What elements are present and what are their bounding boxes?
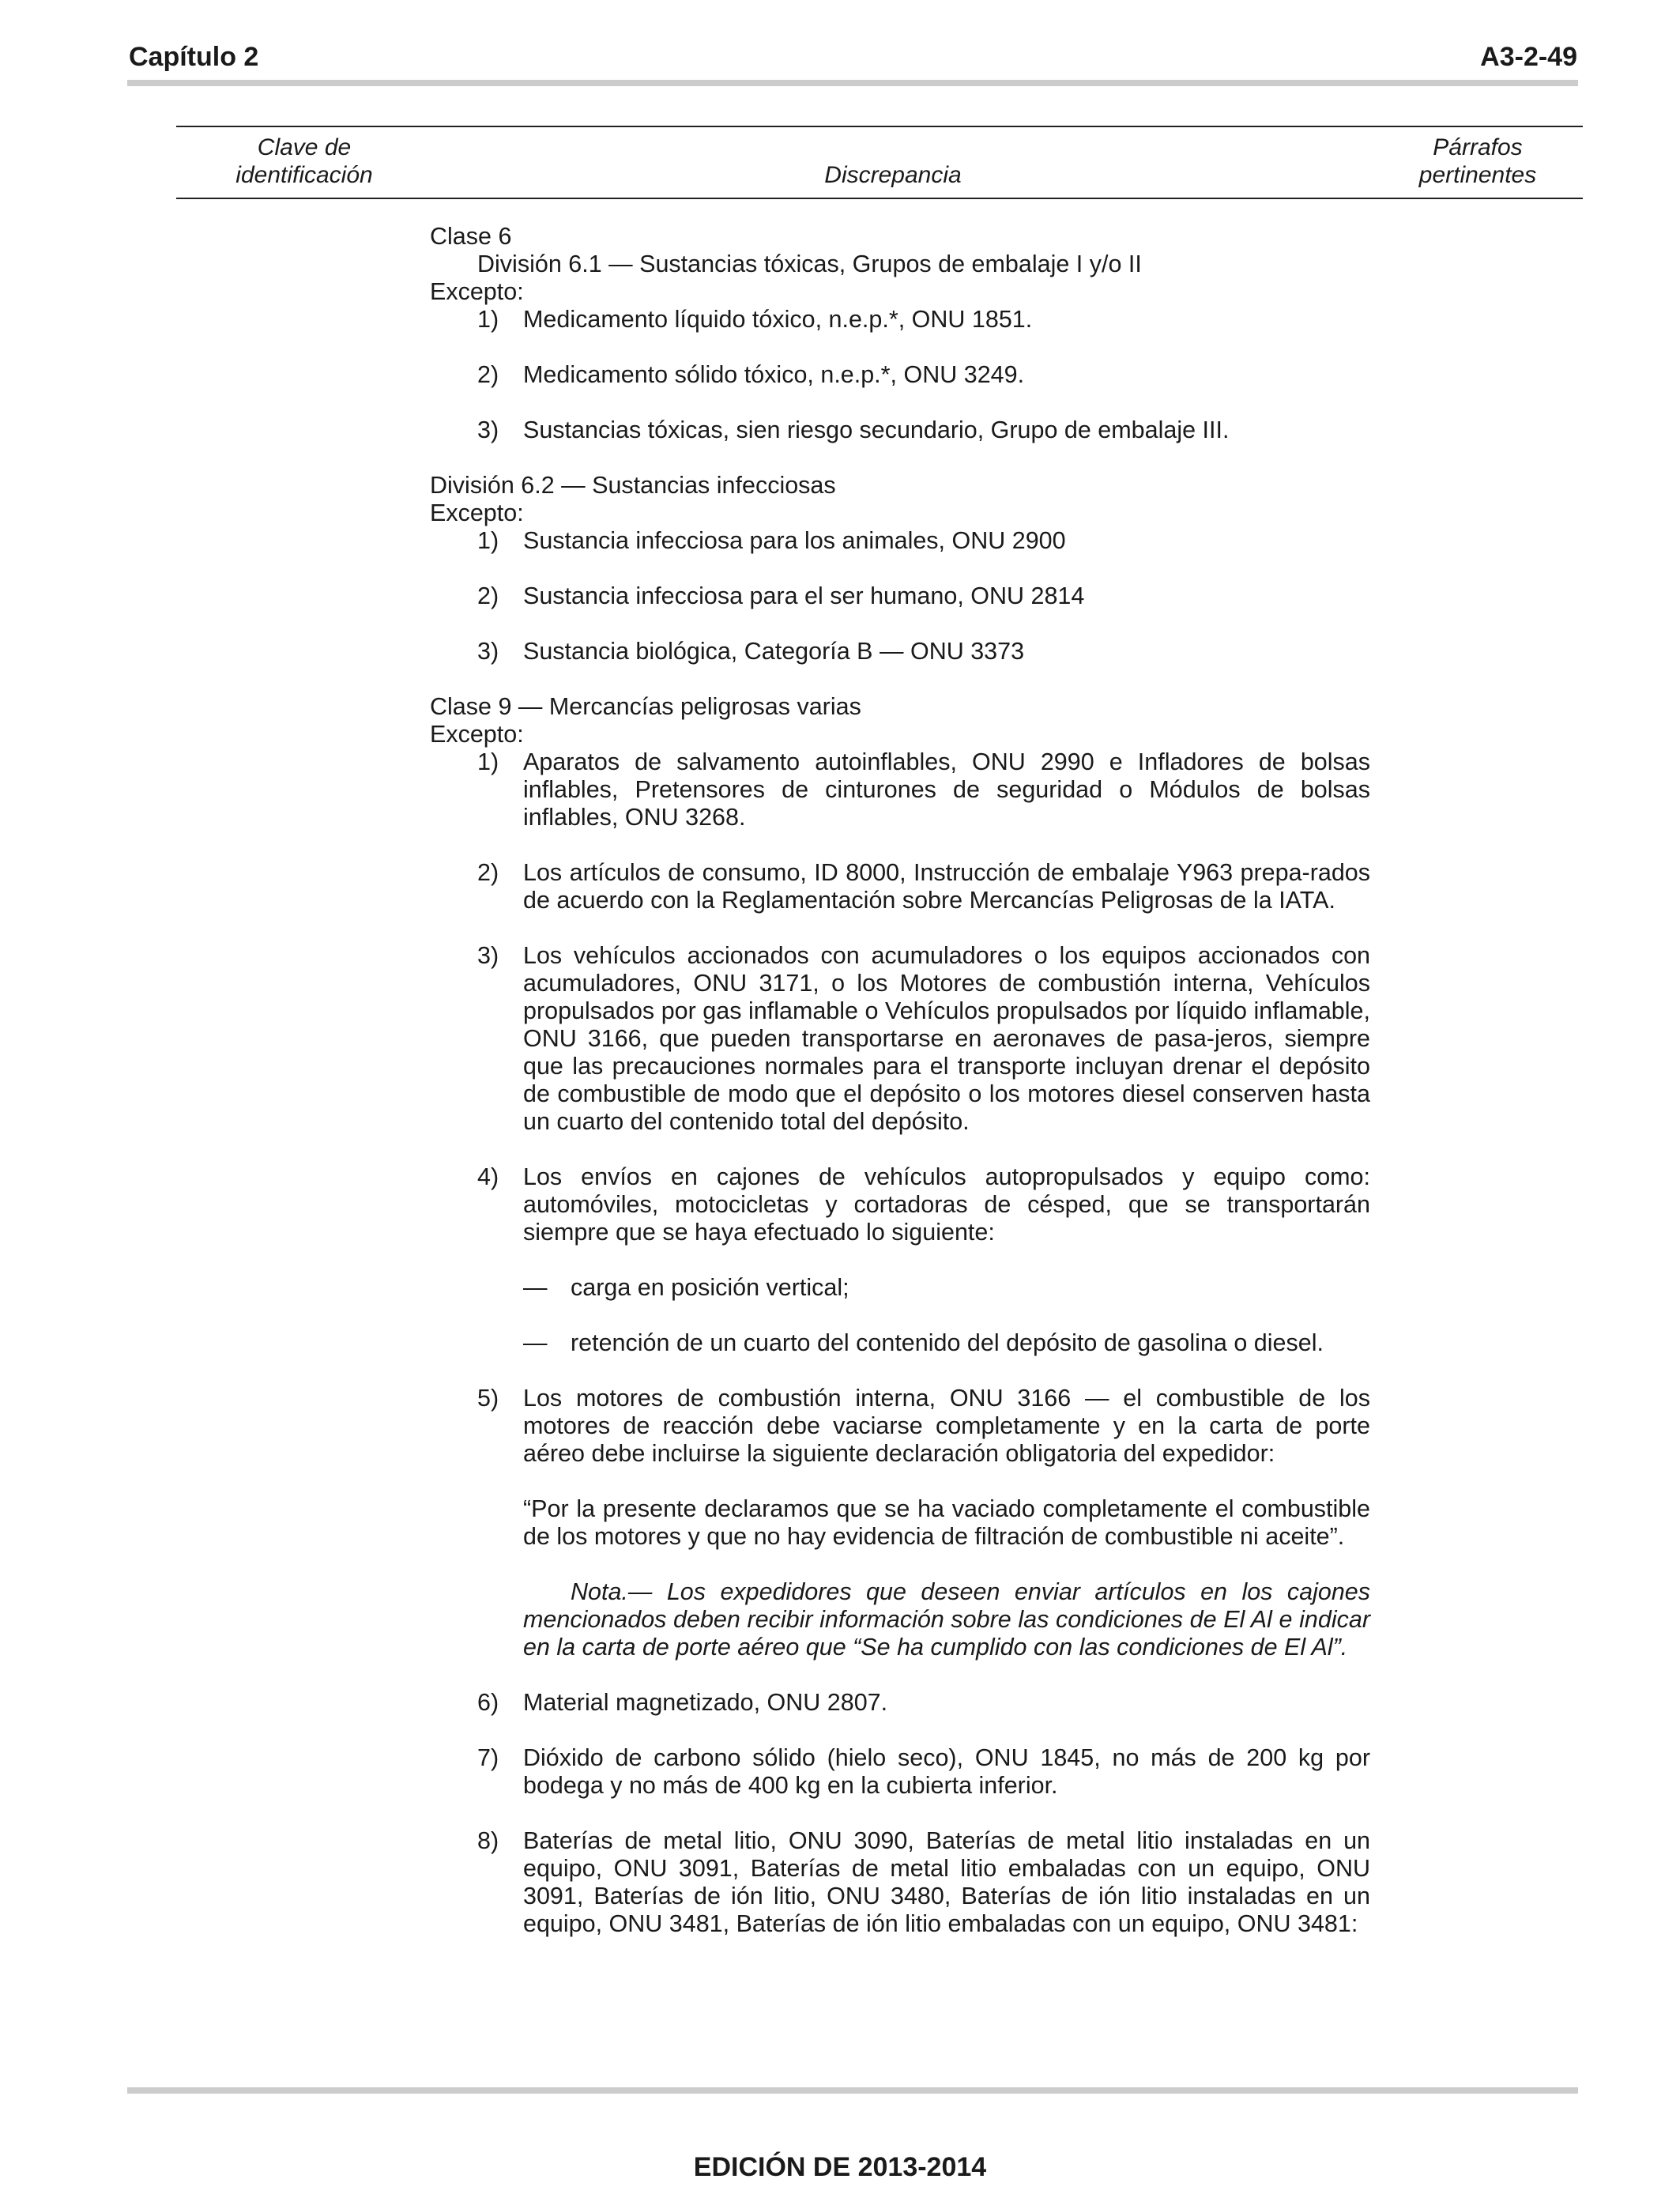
division-heading: División 6.1 — Sustancias tóxicas, Grupos de embalaje I y/o II <box>477 251 1142 277</box>
edition-footer: EDICIÓN DE 2013-2014 <box>693 2152 987 2182</box>
item-number: 2) <box>477 361 499 388</box>
item-text: Los envíos en cajones de vehículos autopropulsados y equipo como: automóviles, motocicletas y cortadoras de césped, que se transportarán siempre que se haya efectuado lo siguiente: <box>523 1163 1370 1246</box>
list-item <box>430 942 1370 1136</box>
item-text: Aparatos de salvamento autoinflables, ONU 2990 e Infladores de bolsas inflables, Pretensores de cinturones de seguridad o Módulos de bolsas inflables, ONU 3268. <box>523 748 1370 831</box>
item-number: 4) <box>477 1163 499 1190</box>
list-item <box>430 582 1370 610</box>
list-item <box>430 748 1370 831</box>
column-header-clave <box>198 134 411 189</box>
footer-rule <box>127 2087 1578 2094</box>
item-text: Sustancia infecciosa para el ser humano, ONU 2814 <box>523 582 1085 609</box>
list-item <box>430 1744 1370 1800</box>
item-number: 1) <box>477 748 499 775</box>
note-text: Nota.— Los expedidores que deseen enviar artículos en los cajones mencionados deben recibir información sobre las condiciones de El Al e indicar en la carta de porte aéreo que “Se ha cumplido con las condiciones de El Al”. <box>523 1578 1370 1661</box>
list-item <box>430 417 1370 444</box>
table-header-rule <box>176 198 1583 199</box>
item-number: 1) <box>477 527 499 554</box>
list-item <box>430 638 1370 665</box>
item-text: Los vehículos accionados con acumuladores o los equipos accionados con acumuladores, ONU 3171, o los Motores de combustión interna, Vehículos propulsados por gas inflamable o Vehículos propulsados por líquido inflamable, ONU 3166, que pueden transportarse en aeronaves de pasa-jeros, siempre que las precauciones normales para el transporte incluyan drenar el depósito de combustible de modo que el depósito o los motores diesel conserven hasta un cuarto del contenido total del depósito. <box>523 942 1370 1135</box>
table-top-rule <box>176 126 1583 127</box>
page-number: A3-2-49 <box>1480 42 1577 72</box>
column-header-clave-line1: Clave de <box>257 134 352 160</box>
column-header-clave-line2: identificación <box>235 162 373 188</box>
list-item <box>430 527 1370 555</box>
except-label: Excepto: <box>430 721 524 748</box>
list-item <box>430 306 1370 334</box>
item-number: 7) <box>477 1744 499 1771</box>
list-item <box>430 1689 1370 1717</box>
dash-item-text: carga en posición vertical; <box>571 1274 849 1301</box>
class-heading: Clase 6 <box>430 223 512 250</box>
item-number: 8) <box>477 1827 499 1854</box>
division-heading: División 6.2 — Sustancias infecciosas <box>430 472 836 499</box>
declaration-text: “Por la presente declaramos que se ha vaciado completamente el combustible de los motores y que no hay evidencia de filtración de combustible ni aceite”. <box>523 1495 1370 1550</box>
header-rule <box>127 80 1578 86</box>
class-heading: Clase 9 — Mercancías peligrosas varias <box>430 693 861 720</box>
dash-marker: — <box>523 1329 548 1356</box>
column-header-discrepancia: Discrepancia <box>824 162 962 188</box>
list-item <box>430 1385 1370 1468</box>
except-label: Excepto: <box>430 499 524 526</box>
item-text: Medicamento sólido tóxico, n.e.p.*, ONU 3249. <box>523 361 1025 388</box>
column-header-parrafos-line2: pertinentes <box>1418 162 1537 188</box>
list-item <box>430 361 1370 389</box>
item-number: 2) <box>477 582 499 609</box>
item-number: 3) <box>477 417 499 443</box>
column-header-parrafos <box>1375 134 1580 189</box>
discrepancy-text <box>430 223 1370 1938</box>
item-number: 3) <box>477 942 499 969</box>
item-text: Dióxido de carbono sólido (hielo seco), ONU 1845, no más de 200 kg por bodega y no más de 400 kg en la cubierta inferior. <box>523 1744 1370 1799</box>
item-number: 6) <box>477 1689 499 1716</box>
dash-marker: — <box>523 1274 548 1301</box>
chapter-title: Capítulo 2 <box>129 42 259 72</box>
item-number: 1) <box>477 306 499 333</box>
item-text: Medicamento líquido tóxico, n.e.p.*, ONU 1851. <box>523 306 1033 333</box>
item-number: 3) <box>477 638 499 665</box>
item-text: Los artículos de consumo, ID 8000, Instrucción de embalaje Y963 prepa-rados de acuerdo con la Reglamentación sobre Mercancías Peligrosas de la IATA. <box>523 859 1370 914</box>
dash-item-text: retención de un cuarto del contenido del depósito de gasolina o diesel. <box>571 1329 1324 1356</box>
item-text: Sustancias tóxicas, sien riesgo secundario, Grupo de embalaje III. <box>523 417 1230 443</box>
item-number: 2) <box>477 859 499 886</box>
list-item <box>430 1827 1370 1938</box>
item-text: Baterías de metal litio, ONU 3090, Baterías de metal litio instaladas en un equipo, ONU 3091, Baterías de metal litio embaladas con un equipo, ONU 3091, Baterías de ión litio, ONU 3480, Baterías de ión litio instaladas en un equipo, ONU 3481, Baterías de ión litio embaladas con un equipo, ONU 3481: <box>523 1827 1370 1937</box>
item-text: Sustancia infecciosa para los animales, ONU 2900 <box>523 527 1066 554</box>
list-item <box>430 859 1370 914</box>
item-text: Sustancia biológica, Categoría B — ONU 3373 <box>523 638 1025 665</box>
except-label: Excepto: <box>430 278 524 305</box>
list-item <box>430 1163 1370 1246</box>
column-header-parrafos-line1: Párrafos <box>1433 134 1523 160</box>
dash-list-item <box>430 1329 1370 1357</box>
item-text: Material magnetizado, ONU 2807. <box>523 1689 888 1716</box>
item-text: Los motores de combustión interna, ONU 3166 — el combustible de los motores de reacción debe vaciarse completamente y en la carta de porte aéreo debe incluirse la siguiente declaración obligatoria del expedidor: <box>523 1385 1370 1467</box>
item-number: 5) <box>477 1385 499 1412</box>
dash-list-item <box>430 1274 1370 1302</box>
